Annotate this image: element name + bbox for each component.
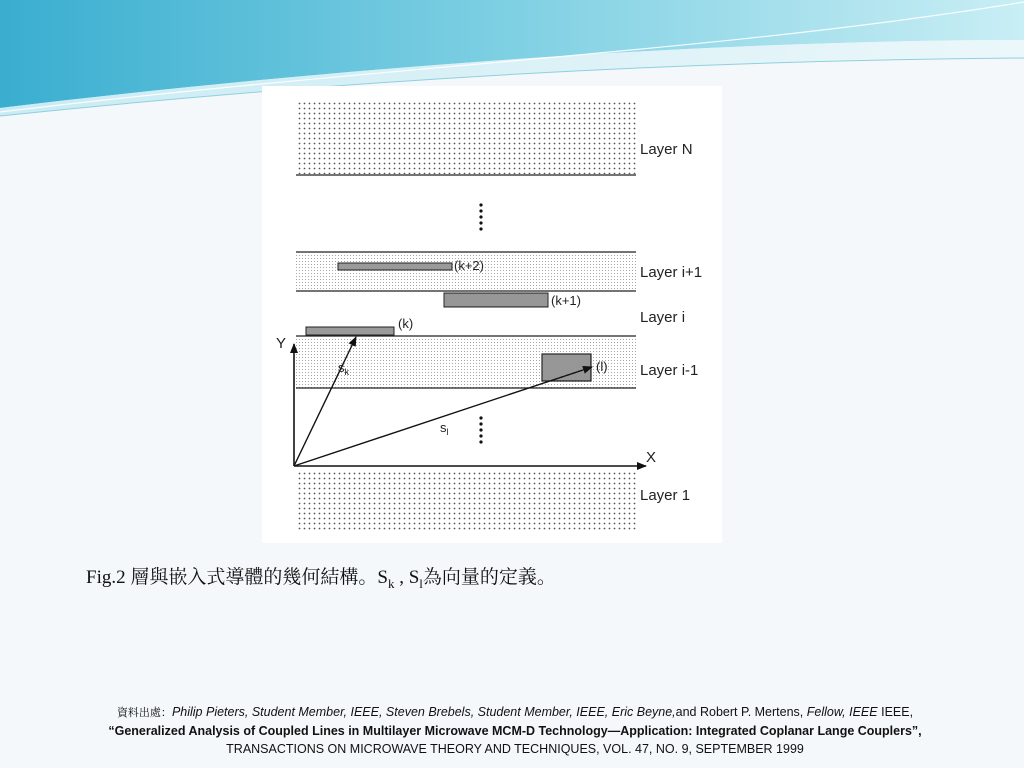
caption-suffix: 為向量的定義。 (422, 567, 556, 588)
citation-title: “Generalized Analysis of Coupled Lines in Multilayer Microwave MCM-D Technology—Application: Integrated Coplanar Lange Couplers”, (108, 724, 922, 738)
layer-geometry-diagram (262, 86, 722, 543)
source-label: 資料出處： (116, 706, 172, 719)
figure-panel (262, 86, 722, 543)
layer-n-region (296, 100, 636, 174)
conductor-k-plus-1-label: (k+1) (551, 293, 581, 308)
ellipsis-bottom (479, 416, 482, 443)
citation-authors-3: Fellow, IEEE (806, 705, 878, 719)
citation-journal: TRANSACTIONS ON MICROWAVE THEORY AND TECHNIQUES, VOL. 47, NO. 9, SEPTEMBER 1999 (226, 742, 804, 756)
conductor-l-label: (l) (596, 359, 608, 374)
citation-authors-1: Philip Pieters, Student Member, IEEE, Steven Brebels, Student Member, IEEE, Eric Beyne, (171, 705, 676, 719)
y-axis-label: Y (276, 335, 287, 352)
caption-s2: S (408, 567, 420, 588)
citation-line-1 (30, 703, 1000, 722)
conductor-k (306, 327, 394, 335)
conductor-k-plus-2-label: (k+2) (454, 258, 484, 273)
ellipsis-top (479, 203, 482, 230)
citation-block (30, 703, 1000, 758)
figure-caption (86, 562, 946, 592)
conductor-k-plus-1 (444, 293, 548, 307)
layer-1-label: Layer 1 (640, 487, 691, 504)
citation-authors-2: and Robert P. Mertens, (675, 705, 807, 719)
conductor-k-label: (k) (398, 316, 414, 331)
caption-s1: S (377, 567, 388, 588)
caption-s2-sub: l (419, 575, 423, 591)
layer-i-label: Layer i (640, 309, 686, 326)
caption-s1-sub: k (387, 575, 395, 591)
conductor-l (542, 354, 591, 381)
layer-i-minus-1-label: Layer i-1 (640, 362, 699, 379)
vector-s-k-label: $s_k$ (338, 360, 349, 377)
caption-sep: , (394, 567, 409, 588)
conductor-k-plus-2 (338, 263, 452, 270)
vector-s-l-label: $s_l$ (440, 420, 449, 437)
layer-n-label: Layer N (640, 141, 693, 158)
layer-1-region (296, 472, 636, 530)
x-axis-label: X (646, 449, 657, 466)
caption-prefix: Fig.2 層與嵌入式導體的幾何結構。 (86, 567, 378, 588)
layer-i-plus-1-label: Layer i+1 (640, 264, 703, 281)
citation-authors-4: IEEE, (877, 705, 914, 719)
